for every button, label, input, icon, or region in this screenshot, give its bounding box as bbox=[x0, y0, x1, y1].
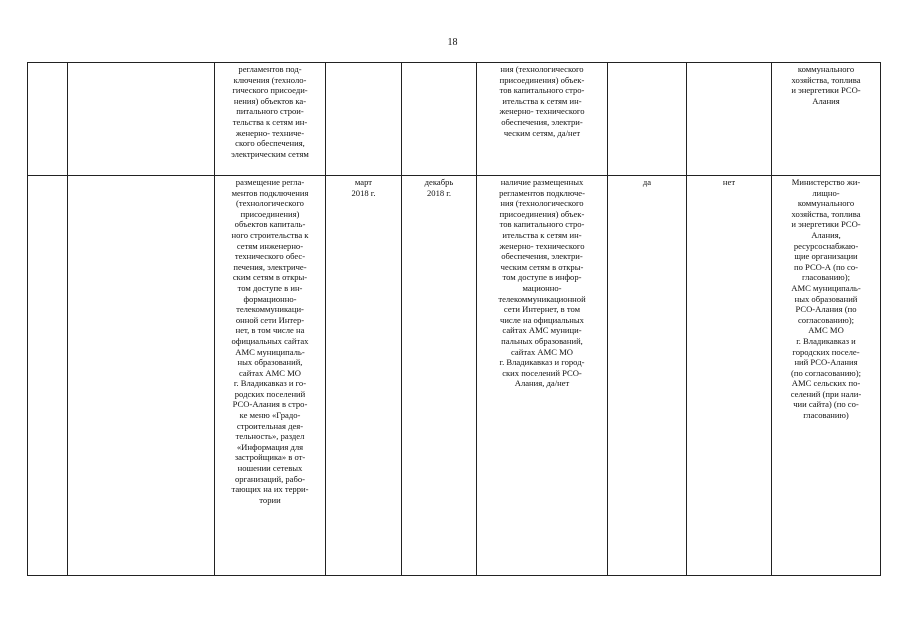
cell-start-date bbox=[326, 63, 402, 176]
cell-number bbox=[28, 176, 68, 576]
cell-indicator: наличие размещенных регламентов подключе- ния (технологического присоединения) объек- тов капитального стро- ительства к сетям ин- женерно- технического обеспечения, электри- ческим сетям в откры- том доступе в инфор- мационно- телекоммуникационной сети Интернет, в том числе на официальных сайтах АМС муници- пальных образований, сайтах АМС МО г. Владикавказ и город- ских поселений РСО- Алания, да/нет bbox=[477, 176, 608, 576]
table-row bbox=[28, 63, 881, 176]
plan-table bbox=[27, 62, 881, 576]
cell-current-value: да bbox=[608, 176, 687, 576]
cell-number bbox=[28, 63, 68, 176]
cell-measure: регламентов под- ключения (техноло- гического присоеди- нения) объектов ка- питального строи- тельства к сетям ин- женерно- техниче- ского обеспечения, электрическим сетям bbox=[215, 63, 326, 176]
cell-goal bbox=[68, 176, 215, 576]
cell-target-value: нет bbox=[687, 176, 772, 576]
cell-indicator: ния (технологического присоединения) объек- тов капитального стро- ительства к сетям ин- женерно- технического обеспечения, электри- ческим сетям, да/нет bbox=[477, 63, 608, 176]
table-row bbox=[28, 176, 881, 576]
cell-goal bbox=[68, 63, 215, 176]
cell-end-date bbox=[402, 63, 477, 176]
cell-responsible: Министерство жи- лищно- коммунального хозяйства, топлива и энергетики РСО- Алания, ресурсоснабжаю- щие организации по РСО-А (по со- гласованию); АМС муниципаль- ных образований РСО-Алания (по согласованию); АМС МО г. Владикавказ и городских поселе- ний РСО-Алания (по согласованию); АМС сельских по- селений (при нали- чии сайта) (по со- гласованию) bbox=[772, 176, 881, 576]
cell-measure: размещение регла- ментов подключения (технологического присоединения) объектов капиталь- ного строительства к сетям инженерно- технического обес- печения, электриче- ским сетям в откры- том доступе в ин- формационно- телекоммуникаци- онной сети Интер- нет, в том числе на официальных сайтах АМС муниципаль- ных образований, сайтах АМС МО г. Владикавказ и го- родских поселений РСО-Алания в стро- ке меню «Градо- строительная дея- тельность», раздел «Информация для застройщика» в от- ношении сетевых организаций, рабо- тающих на их терри- тории bbox=[215, 176, 326, 576]
cell-current-value bbox=[608, 63, 687, 176]
cell-responsible: коммунального хозяйства, топлива и энергетики РСО- Алания bbox=[772, 63, 881, 176]
cell-start-date: март 2018 г. bbox=[326, 176, 402, 576]
cell-target-value bbox=[687, 63, 772, 176]
page-number: 18 bbox=[447, 37, 458, 48]
cell-end-date: декабрь 2018 г. bbox=[402, 176, 477, 576]
